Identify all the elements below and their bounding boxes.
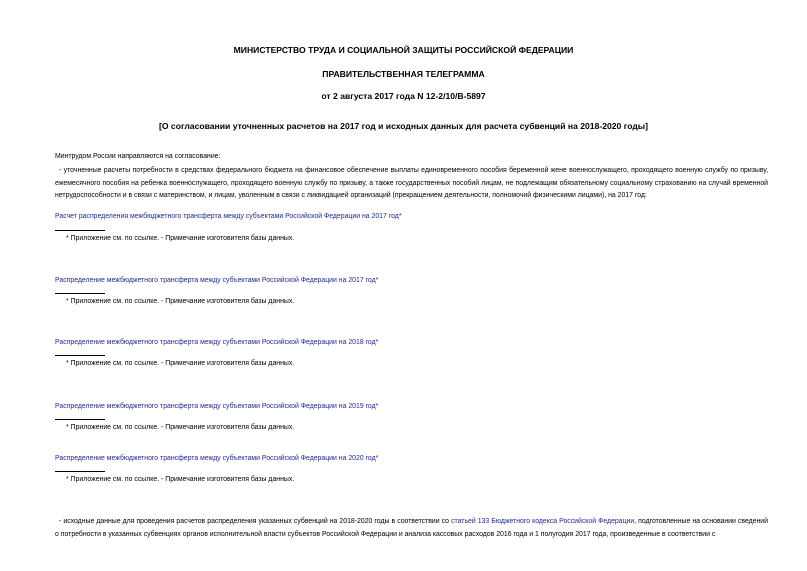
intro-text: Минтрудом России направляются на согласование: (55, 153, 221, 160)
attachment-item (55, 454, 378, 464)
attachment-item (55, 276, 378, 286)
document-subject: [О согласовании уточненных расчетов на 2017 год и исходных данных для расчета субвенций на 2018-2020 годы] (159, 121, 648, 131)
attachment-link-2019[interactable]: Распределение межбюджетного трансферта между субъектами Российской Федерации на 2019 год* (55, 403, 379, 410)
footnote-divider (55, 355, 105, 356)
attachment-item (55, 402, 378, 412)
footnote-note: * Приложение см. по ссылке. - Примечание изготовителя базы данных. (66, 360, 295, 367)
footnote-divider (55, 230, 105, 231)
paragraph-calculations-text: - уточненные расчеты потребности в средствах федерального бюджета на финансовое обеспечение выплаты единовременного пособия беременной жене военнослужащего, проходящего военную службу по призыву, ежемесячного пособия на ребенка военнослужащего, проходящего военную службу по призыву, а также государственных пособий лицам, не подлежащим обязательному социальному страхованию на случай временной нетрудоспособности и в связи с материнством, и лицам, уволенным в связи с ликвидацией организаций (прекращением деятельности, полномочий физическими лицами), на 2017 год: (55, 167, 768, 199)
footnote-note: * Приложение см. по ссылке. - Примечание изготовителя базы данных. (66, 235, 295, 242)
attachment-link-2020[interactable]: Распределение межбюджетного трансферта между субъектами Российской Федерации на 2020 год* (55, 455, 379, 462)
footnote-divider (55, 471, 105, 472)
footnote-note: * Приложение см. по ссылке. - Примечание изготовителя базы данных. (66, 476, 295, 483)
attachment-item (55, 338, 378, 348)
footnote-divider (55, 419, 105, 420)
paragraph-calculations (55, 165, 768, 203)
attachment-item (55, 212, 402, 222)
attachment-link-2017-calc[interactable]: Расчет распределения межбюджетного трансферта между субъектами Российской Федерации на 2017 год* (55, 213, 402, 220)
footnote-note: * Приложение см. по ссылке. - Примечание изготовителя базы данных. (66, 298, 295, 305)
budget-code-article-link[interactable]: статьей 133 Бюджетного кодекса Российской Федерации (451, 518, 635, 525)
paragraph-initial-data (55, 516, 768, 541)
document-type: ПРАВИТЕЛЬСТВЕННАЯ ТЕЛЕГРАММА (322, 69, 485, 79)
paragraph-initial-data-after: , подготовленные на основании сведений о потребности в указанных субвенциях органов исполнительной власти субъектов Российской Федерации и анализа кассовых расходов 2016 года и 1 полугодия 2017 года, произведенные в соответствии с (55, 518, 768, 538)
attachment-link-2018[interactable]: Распределение межбюджетного трансферта между субъектами Российской Федерации на 2018 год* (55, 339, 379, 346)
footnote-divider (55, 293, 105, 294)
document-date-number: от 2 августа 2017 года N 12-2/10/В-5897 (321, 91, 486, 101)
footnote-note: * Приложение см. по ссылке. - Примечание изготовителя базы данных. (66, 424, 295, 431)
ministry-title: МИНИСТЕРСТВО ТРУДА И СОЦИАЛЬНОЙ ЗАЩИТЫ РОССИЙСКОЙ ФЕДЕРАЦИИ (233, 45, 574, 55)
attachment-link-2017[interactable]: Распределение межбюджетного трансферта между субъектами Российской Федерации на 2017 год* (55, 277, 379, 284)
paragraph-initial-data-before: - исходные данные для проведения расчетов распределения указанных субвенций на 2018-2020 годы в соответствии со (59, 518, 452, 525)
